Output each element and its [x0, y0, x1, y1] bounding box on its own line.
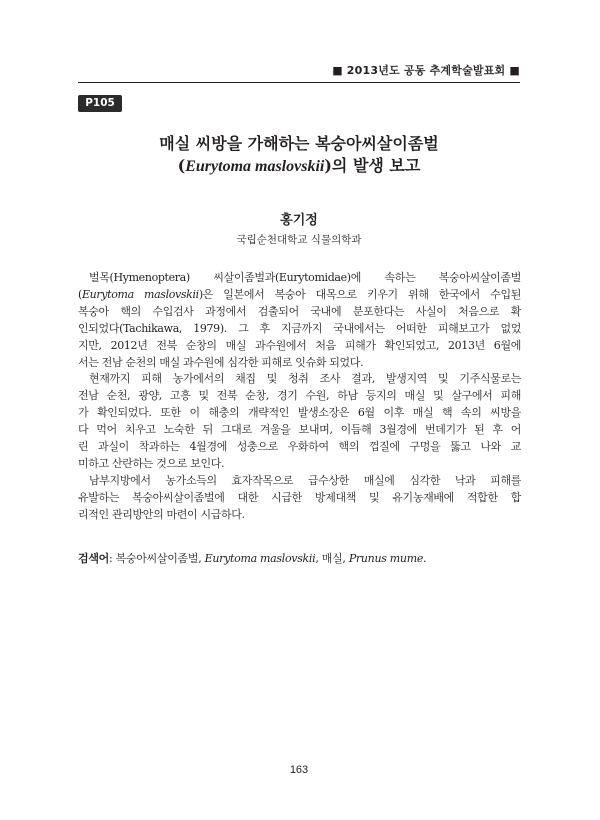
- species-name: Eurytoma maslovskii: [81, 287, 199, 301]
- abstract-body: [78, 270, 521, 524]
- text-line: 현재까지 피해 농가에서의 채집 및 청취 조사 결과, 발생지역 및 기주식물로는: [89, 372, 521, 386]
- author-affiliation: 국립순천대학교 식물의학과: [236, 234, 362, 246]
- keyword: 복숭아씨살이좀벌,: [115, 552, 205, 565]
- keyword-species: Prunus mume.: [348, 552, 427, 565]
- keywords-label: 검색어: [78, 552, 109, 565]
- conference-header: ■ 2013년도 공동 추계학술발표회 ■: [332, 64, 520, 77]
- keyword: , 매실,: [315, 552, 349, 565]
- title-line-1: 매실 씨방을 가해하는 복숭아씨살이좀벌: [159, 134, 439, 153]
- text-line: 인되었다(Tachikawa, 1979). 그 후 지금까지 국내에서는 어떠한 피해보고가 없었: [78, 321, 521, 335]
- header-rule: [78, 82, 520, 83]
- title-line-2-suffix: 의 발생 보고: [331, 156, 421, 175]
- keyword-species: Eurytoma maslovskii: [204, 552, 316, 565]
- text-line: 전남 순천, 광양, 고흥 및 전북 순창, 경기 수원, 하남 등지의 매실 및 살구에서 피해: [78, 389, 521, 403]
- abstract-title: [78, 133, 520, 178]
- text-line: 다 먹어 치우고 노숙한 뒤 그대로 겨울을 보내며, 이듬해 3월경에 번데기가 된 후 어: [78, 423, 521, 437]
- page-number: 163: [289, 764, 309, 776]
- keywords: 검색어: 복숭아씨살이좀벌, Eurytoma maslovskii, 매실, Prunus mume.: [78, 552, 427, 565]
- text-line: 미하고 산란하는 것으로 보인다.: [78, 456, 225, 470]
- text-line: 복숭아 핵의 수입검사 과정에서 검출되어 국내에 분포한다는 사실이 처음으로 확: [78, 304, 521, 318]
- title-species-name: Eurytoma maslovskii: [185, 158, 325, 175]
- text-line: 서는 전남 순천의 매실 과수원에 심각한 피해로 잇슈화 되었다.: [78, 355, 364, 369]
- abstract-code-badge: P105: [78, 95, 122, 112]
- text-line: (Eurytoma maslovskii)은 일본에서 복숭아 대목으로 키우기 위해 한국에서 수입된: [78, 287, 521, 301]
- text-line: 지만, 2012년 전북 순창의 매실 과수원에서 처음 피해가 확인되었고, 2013년 6월에: [78, 338, 521, 352]
- paragraph-2: [78, 371, 521, 472]
- text-line: 유발하는 복숭아씨살이좀벌에 대한 시급한 방제대책 및 유기농재배에 적합한 합: [78, 490, 521, 504]
- paragraph-1: [78, 270, 521, 371]
- title-line-2: (Eurytoma maslovskii)의 발생 보고: [177, 156, 421, 175]
- paragraph-3: [78, 473, 521, 524]
- text-line: 남부지방에서 농가소득의 효자작목으로 급수상한 매실에 심각한 낙과 피해를: [89, 473, 521, 487]
- text-line: 리적인 관리방안의 마련이 시급하다.: [78, 507, 245, 521]
- author-name: 홍기정: [280, 213, 318, 228]
- text-line: 린 과실이 착과하는 4월경에 성충으로 우화하여 핵의 껍질에 구멍을 뚫고 나와 교: [78, 440, 521, 454]
- text-line: 벌목(Hymenoptera) 씨살이좀벌과(Eurytomidae)에 속하는 복숭아씨살이좀벌: [89, 271, 521, 284]
- text-line: 가 확인되었다. 또한 이 해충의 개략적인 발생소장은 6월 이후 매실 핵 속의 씨방을: [78, 406, 521, 420]
